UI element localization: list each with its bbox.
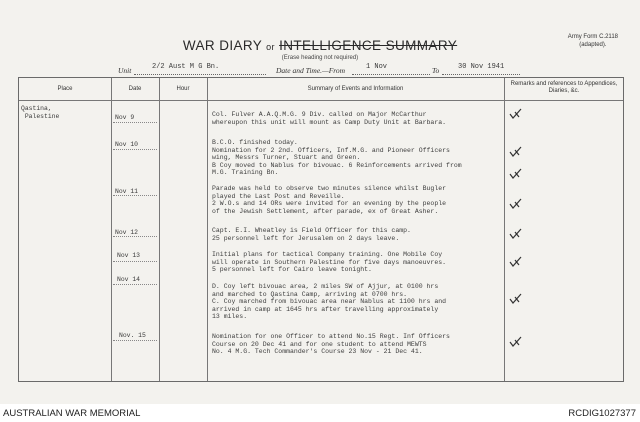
entry-line: will operate in Southern Palestine for five days manoeuvres. xyxy=(212,258,447,266)
date-rule xyxy=(113,149,157,150)
entry-line: Nomination for one Officer to attend No.15 Regt. Inf Officers xyxy=(212,333,450,340)
diary-entry xyxy=(212,251,522,274)
tick-mark-icon xyxy=(509,168,523,180)
tick-mark-icon xyxy=(509,336,523,348)
footer-bar xyxy=(0,404,640,422)
tick-mark-icon xyxy=(509,108,523,120)
date-rule xyxy=(113,236,157,237)
footer-source: AUSTRALIAN WAR MEMORIAL xyxy=(3,408,141,419)
date-rule xyxy=(113,261,157,262)
col-header-date: Date xyxy=(128,86,142,92)
entry-line: Capt. E.I. Wheatley is Field Officer for this camp. xyxy=(212,227,411,234)
col-header-summary: Summary of Events and Information xyxy=(307,86,404,92)
tick-mark-icon xyxy=(509,256,523,268)
row-date: Nov 11 xyxy=(115,188,139,195)
diary-entry xyxy=(212,185,522,215)
entry-line: Course on 20 Dec 41 and for one student to attend MEWTS xyxy=(212,340,427,348)
entry-line: M.G. Training Bn. xyxy=(212,169,279,177)
tick-mark-icon xyxy=(509,228,523,240)
row-date: Nov. 15 xyxy=(119,332,146,339)
form-number-text: Army Form C.2118 xyxy=(567,34,618,40)
col-divider xyxy=(159,78,160,381)
entry-line: wing, Messrs Turner, Stuart and Green. xyxy=(212,154,361,162)
unit-rule xyxy=(134,74,266,75)
date-rule xyxy=(113,340,157,341)
date-rule xyxy=(113,195,157,196)
entry-line: 5 personnel left for Cairo leave tonight. xyxy=(212,266,372,274)
erase-note: (Erase heading not required) xyxy=(281,55,359,61)
col-divider xyxy=(207,78,208,381)
entry-line: and marched to Qastina Camp, arriving at 0700 hrs. xyxy=(212,290,408,298)
to-rule xyxy=(442,74,520,75)
tick-mark-icon xyxy=(509,198,523,210)
diary-entry xyxy=(212,227,522,242)
col-divider xyxy=(111,78,112,381)
from-value: 1 Nov xyxy=(366,63,388,71)
col-header-remarks: Remarks and references to Appendices, Diaries, &c. xyxy=(510,81,618,94)
entry-line: 2 W.O.s and 14 ORs were invited for an evening by the people xyxy=(212,200,447,208)
entry-line: C. Coy marched from bivouac area near Nablus at 1100 hrs and xyxy=(212,298,447,306)
row-date: Nov 13 xyxy=(117,252,141,259)
title-or: or xyxy=(266,42,275,52)
row-date: Nov 9 xyxy=(115,114,135,121)
entry-line: Col. Fulver A.A.Q.M.G. 9 Div. called on Major McCarthur xyxy=(212,111,427,118)
col-header-hour: Hour xyxy=(176,86,190,92)
entry-line: Nomination for 2 2nd. Officers, Inf.M.G. and Pioneer Officers xyxy=(212,146,450,154)
tick-mark-icon xyxy=(509,293,523,305)
date-rule xyxy=(113,122,157,123)
diary-table xyxy=(18,77,624,382)
entry-line: whereupon this unit will mount as Camp Duty Unit at Barbara. xyxy=(212,118,447,126)
date-rule xyxy=(113,284,157,285)
entry-line: No. 4 M.G. Tech Commander's Course 23 Nov - 21 Dec 41. xyxy=(212,348,423,356)
row-date: Nov 10 xyxy=(115,141,139,148)
entry-line: 25 personnel left for Jerusalem on 2 days leave. xyxy=(212,234,400,242)
entry-line: of the Jewish Settlement, after parade, ex of Great Asher. xyxy=(212,207,439,215)
from-rule xyxy=(352,74,430,75)
diary-entry xyxy=(212,283,522,321)
entry-line: B.C.O. finished today. xyxy=(212,139,298,146)
entry-line: D. Coy left bivouac area, 2 miles SW of Ajjur, at 0100 hrs xyxy=(212,283,439,290)
unit-value: 2/2 Aust M G Bn. xyxy=(152,63,220,71)
diary-entry xyxy=(212,333,522,356)
col-header-place: Place xyxy=(57,86,73,92)
to-label: To xyxy=(432,66,440,75)
row-date: Nov 14 xyxy=(117,276,141,283)
row-date: Nov 12 xyxy=(115,229,139,236)
date-label: Date and Time.—From xyxy=(276,66,346,75)
entry-line: Initial plans for tactical Company training. One Mobile Coy xyxy=(212,251,443,258)
footer-record-id: RCDIG1027377 xyxy=(568,408,636,419)
entry-line: played the Last Post and Reveille. xyxy=(212,192,345,200)
title-intelligence-summary: INTELLIGENCE SUMMARY xyxy=(279,38,458,53)
diary-entry xyxy=(212,139,522,177)
diary-entry xyxy=(212,111,522,126)
place-text: Qastina, Palestine xyxy=(21,105,60,120)
unit-label: Unit xyxy=(118,66,132,75)
entry-line: arrived in camp at 1645 hrs after travelling approximately xyxy=(212,305,439,313)
to-value: 30 Nov 1941 xyxy=(458,63,505,71)
entry-line: Parade was held to observe two minutes silence whilst Bugler xyxy=(212,185,447,192)
title-war-diary: WAR DIARY xyxy=(182,38,262,53)
page-title xyxy=(0,38,640,53)
entry-line: B Coy moved to Nablus for bivouac. 6 Reinforcements arrived from xyxy=(212,161,462,169)
entry-line: 13 miles. xyxy=(212,313,248,321)
form-adapted-text: (adapted). xyxy=(579,42,607,48)
header-divider xyxy=(19,100,623,101)
tick-mark-icon xyxy=(509,146,523,158)
